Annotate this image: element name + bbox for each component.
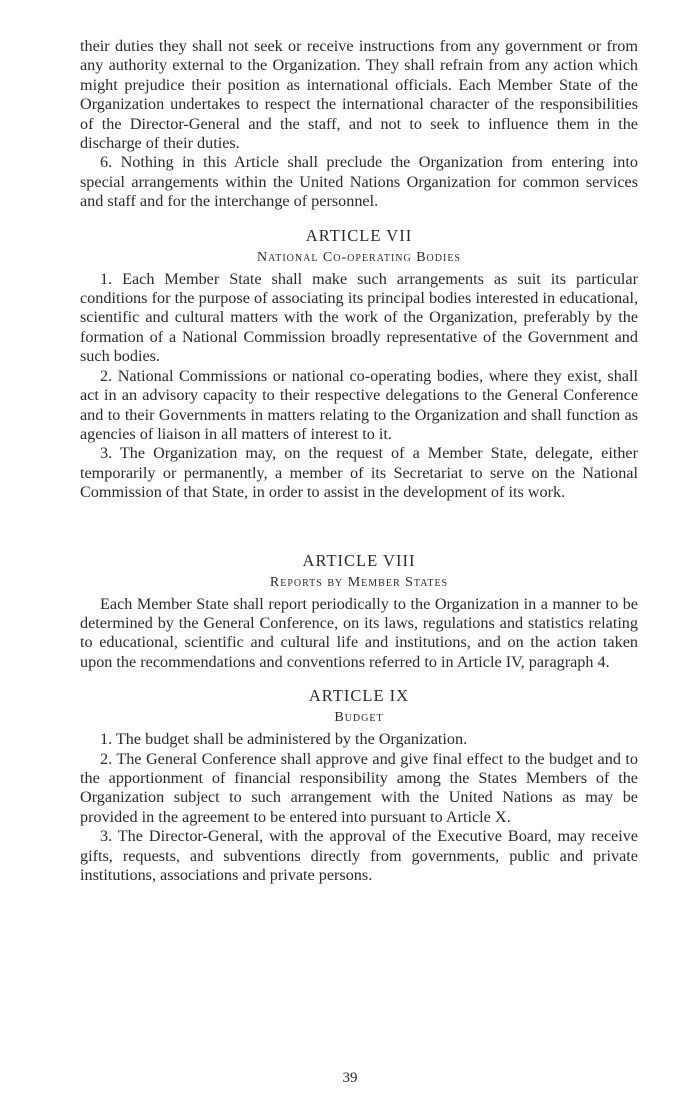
article-ix-heading: ARTICLE IX	[308, 686, 410, 706]
article-viii-subheading: Reports by Member States	[269, 574, 449, 590]
paragraph-6: 6. Nothing in this Article shall preclude the Organization from entering into special arrangements within the United Nations Organization for common services and staff and for the interchange of personnel.	[80, 153, 638, 211]
article-vii-heading: ARTICLE VII	[305, 225, 413, 245]
page-body	[80, 37, 638, 885]
article-viii-heading: ARTICLE VIII	[302, 550, 416, 570]
article-ix-subheading: Budget	[334, 710, 384, 726]
article-vii-paragraph-2: 2. National Commissions or national co-operating bodies, where they exist, shall act in an advisory capacity to their respective delegations to the General Conference and to their Governments in matters relating to the Organization and shall function as agencies of liaison in all matters of interest to it.	[80, 366, 638, 443]
article-vii-paragraph-1: 1. Each Member State shall make such arrangements as suit its particular conditions for the purpose of associating its principal bodies interested in educational, scientific and cultural matters with the work of the Organization, preferably by the formation of a National Commission broadly representative of the Government and such bodies.	[80, 269, 638, 366]
page-number: 39	[342, 1070, 358, 1086]
article-ix-paragraph-1: 1. The budget shall be administered by the Organization.	[100, 730, 468, 749]
article-vii-paragraph-3: 3. The Organization may, on the request of a Member State, delegate, either temporarily or permanently, a member of its Secretariat to serve on the National Commission of that State, in order to assist in the development of its work.	[80, 444, 638, 502]
article-ix-paragraph-2: 2. The General Conference shall approve and give final effect to the budget and to the apportionment of financial responsibility among the States Members of the Organization subject to such arrangement with the United Nations as may be provided in the agreement to be entered into pursuant to Article X.	[80, 749, 638, 826]
section-gap	[80, 503, 638, 537]
article-vii-subheading: National Co-operating Bodies	[257, 249, 461, 265]
article-viii-paragraph-1: Each Member State shall report periodically to the Organization in a manner to be determined by the General Conference, on its laws, regulations and statistics relating to educational, scientific and cultural life and institutions, and on the action taken upon the recommendations and conventions referred to in Article IV, paragraph 4.	[80, 594, 638, 671]
continuation-paragraph: their duties they shall not seek or receive instructions from any government or from any authority external to the Organization. They shall refrain from any action which might prejudice their position as international officials. Each Member State of the Organization undertakes to respect the international character of the responsibilities of the Director-General and the staff, and not to seek to influence them in the discharge of their duties.	[80, 37, 638, 153]
article-ix-paragraph-3: 3. The Director-General, with the approval of the Executive Board, may receive gifts, requests, and subventions directly from governments, public and private institutions, associations and private persons.	[80, 827, 638, 884]
